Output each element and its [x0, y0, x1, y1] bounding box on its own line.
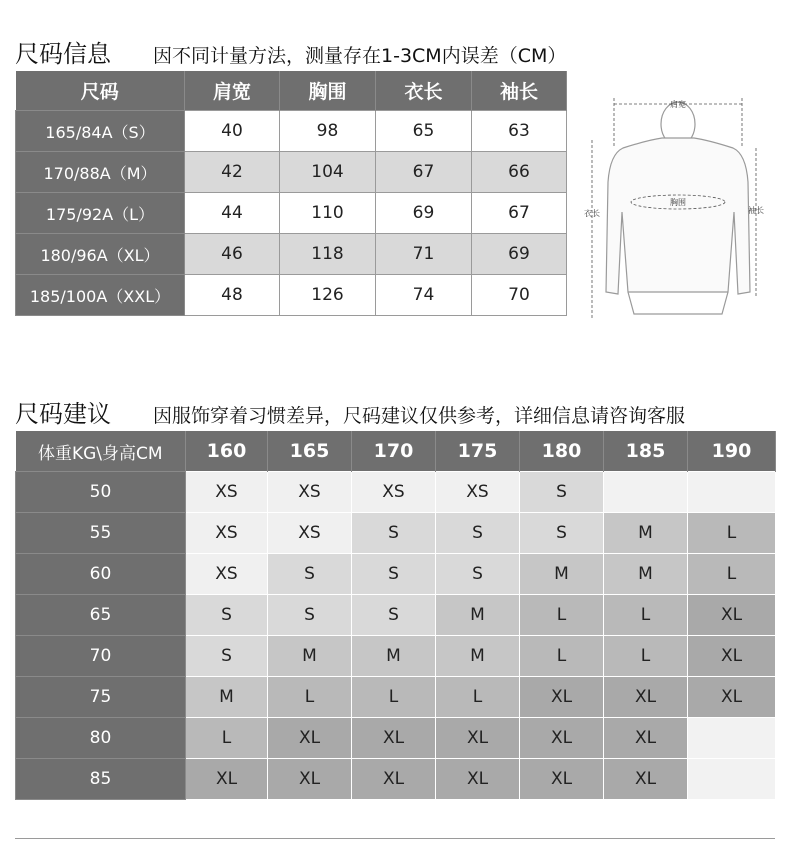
size-info-header: [15, 34, 566, 69]
size-advice-cell: L: [604, 595, 688, 636]
size-advice-cell: XS: [268, 472, 352, 513]
table-row: [16, 636, 776, 677]
table-cell: 104: [280, 152, 376, 193]
table-cell: 44: [185, 193, 280, 234]
table-row: [16, 513, 776, 554]
height-header: 180: [520, 431, 604, 472]
size-info-table: [15, 71, 567, 316]
size-advice-cell: M: [436, 636, 520, 677]
table-cell: 110: [280, 193, 376, 234]
size-label: 175/92A（L）: [16, 193, 185, 234]
size-table-header-row: [16, 71, 567, 111]
table-row: [16, 111, 567, 152]
size-advice-cell: XL: [604, 759, 688, 800]
chest-label: 胸围: [670, 198, 686, 207]
size-advice-table: [15, 431, 776, 800]
height-header: 185: [604, 431, 688, 472]
size-advice-cell: L: [688, 513, 776, 554]
size-label: 170/88A（M）: [16, 152, 185, 193]
size-advice-header: [15, 394, 685, 429]
table-cell: 48: [185, 275, 280, 316]
size-advice-cell: M: [604, 554, 688, 595]
size-advice-cell: XL: [436, 759, 520, 800]
size-advice-cell: S: [268, 554, 352, 595]
size-advice-cell: M: [186, 677, 268, 718]
size-info-title: 尺码信息: [15, 40, 111, 68]
size-advice-cell: [688, 759, 776, 800]
size-advice-cell: L: [520, 595, 604, 636]
table-row: [16, 234, 567, 275]
size-advice-cell: XL: [604, 718, 688, 759]
size-advice-cell: XL: [688, 677, 776, 718]
weight-label: 55: [16, 513, 186, 554]
shoulder-label: 肩宽: [670, 100, 686, 109]
table-cell: 71: [376, 234, 472, 275]
table-cell: 63: [472, 111, 567, 152]
size-table-header: 衣长: [376, 71, 472, 111]
weight-label: 50: [16, 472, 186, 513]
height-header: 175: [436, 431, 520, 472]
size-advice-cell: XL: [436, 718, 520, 759]
size-advice-cell: XL: [520, 759, 604, 800]
table-cell: 118: [280, 234, 376, 275]
table-cell: 70: [472, 275, 567, 316]
table-cell: 46: [185, 234, 280, 275]
table-cell: 40: [185, 111, 280, 152]
size-table-header: 尺码: [16, 71, 185, 111]
size-advice-cell: S: [520, 472, 604, 513]
size-advice-cell: M: [520, 554, 604, 595]
height-header: 190: [688, 431, 776, 472]
size-advice-title: 尺码建议: [15, 400, 111, 428]
size-advice-cell: XS: [186, 513, 268, 554]
garment-measurement-diagram: [578, 92, 778, 337]
size-advice-cell: XL: [520, 718, 604, 759]
size-advice-cell: L: [352, 677, 436, 718]
size-advice-cell: XL: [352, 759, 436, 800]
weight-label: 65: [16, 595, 186, 636]
table-row: [16, 595, 776, 636]
size-advice-cell: S: [352, 554, 436, 595]
size-advice-cell: M: [352, 636, 436, 677]
size-advice-cell: [688, 472, 776, 513]
size-label: 165/84A（S）: [16, 111, 185, 152]
table-cell: 74: [376, 275, 472, 316]
size-advice-cell: M: [436, 595, 520, 636]
table-cell: 42: [185, 152, 280, 193]
size-advice-cell: L: [268, 677, 352, 718]
size-advice-cell: XL: [352, 718, 436, 759]
table-cell: 98: [280, 111, 376, 152]
sleeve-label: 袖长: [748, 206, 764, 215]
size-advice-cell: S: [186, 636, 268, 677]
size-table-header: 袖长: [472, 71, 567, 111]
height-header: 170: [352, 431, 436, 472]
size-advice-cell: XL: [268, 718, 352, 759]
weight-label: 60: [16, 554, 186, 595]
table-cell: 69: [472, 234, 567, 275]
size-advice-cell: XS: [186, 472, 268, 513]
size-advice-cell: [604, 472, 688, 513]
weight-label: 75: [16, 677, 186, 718]
size-advice-cell: M: [268, 636, 352, 677]
size-advice-cell: XS: [352, 472, 436, 513]
size-label: 185/100A（XXL）: [16, 275, 185, 316]
size-advice-cell: XL: [186, 759, 268, 800]
size-advice-cell: L: [604, 636, 688, 677]
advice-table-header-row: [16, 431, 776, 472]
size-info-note: 因不同计量方法，测量存在1-3CM内误差（CM）: [153, 45, 567, 67]
size-advice-cell: XS: [268, 513, 352, 554]
size-advice-cell: S: [352, 595, 436, 636]
size-table-header: 胸围: [280, 71, 376, 111]
table-row: [16, 554, 776, 595]
size-advice-cell: S: [186, 595, 268, 636]
table-cell: 65: [376, 111, 472, 152]
table-row: [16, 152, 567, 193]
table-row: [16, 472, 776, 513]
height-header: 160: [186, 431, 268, 472]
size-table-header: 肩宽: [185, 71, 280, 111]
size-advice-cell: M: [604, 513, 688, 554]
weight-label: 70: [16, 636, 186, 677]
table-cell: 69: [376, 193, 472, 234]
size-label: 180/96A（XL）: [16, 234, 185, 275]
size-advice-cell: XL: [604, 677, 688, 718]
size-advice-cell: L: [520, 636, 604, 677]
size-advice-cell: XS: [436, 472, 520, 513]
torso-illustration: [606, 102, 750, 314]
table-cell: 67: [376, 152, 472, 193]
size-advice-cell: S: [436, 513, 520, 554]
size-advice-cell: S: [268, 595, 352, 636]
size-advice-cell: XL: [520, 677, 604, 718]
table-cell: 126: [280, 275, 376, 316]
size-advice-cell: L: [436, 677, 520, 718]
size-advice-cell: XL: [688, 595, 776, 636]
size-advice-cell: S: [520, 513, 604, 554]
length-label: 衣长: [584, 209, 600, 218]
table-row: [16, 677, 776, 718]
table-cell: 67: [472, 193, 567, 234]
size-advice-cell: [688, 718, 776, 759]
size-advice-cell: S: [436, 554, 520, 595]
size-advice-cell: XL: [688, 636, 776, 677]
weight-label: 85: [16, 759, 186, 800]
table-row: [16, 759, 776, 800]
size-advice-cell: L: [186, 718, 268, 759]
table-row: [16, 275, 567, 316]
bottom-divider: [15, 838, 775, 839]
height-header: 165: [268, 431, 352, 472]
weight-label: 80: [16, 718, 186, 759]
weight-height-corner-label: 体重KG\身高CM: [16, 431, 186, 472]
size-advice-cell: L: [688, 554, 776, 595]
table-cell: 66: [472, 152, 567, 193]
size-advice-cell: S: [352, 513, 436, 554]
size-advice-note: 因服饰穿着习惯差异，尺码建议仅供参考，详细信息请咨询客服: [153, 405, 686, 427]
table-row: [16, 718, 776, 759]
size-advice-cell: XL: [268, 759, 352, 800]
table-row: [16, 193, 567, 234]
size-advice-cell: XS: [186, 554, 268, 595]
